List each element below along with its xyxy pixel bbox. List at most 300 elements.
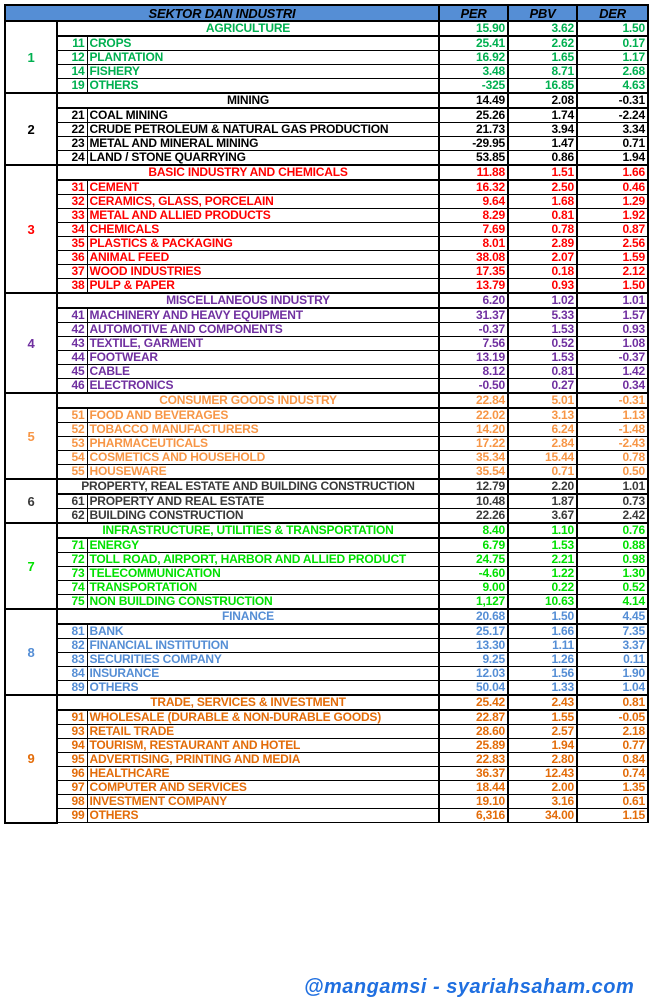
subsector-pbv: 2.00 <box>508 781 577 795</box>
subsector-row <box>5 753 648 767</box>
sector-pbv: 1.50 <box>508 609 577 624</box>
subsector-per: 21.73 <box>439 123 508 137</box>
subsector-pbv: 0.81 <box>508 209 577 223</box>
subsector-pbv: 1.53 <box>508 538 577 553</box>
subsector-der: 0.61 <box>577 795 648 809</box>
subsector-row <box>5 710 648 725</box>
subsector-code: 83 <box>57 653 87 667</box>
subsector-code: 33 <box>57 209 87 223</box>
subsector-pbv: 2.80 <box>508 753 577 767</box>
subsector-per: 10.48 <box>439 494 508 509</box>
sector-number: 6 <box>5 479 57 523</box>
subsector-code: 44 <box>57 351 87 365</box>
sector-der: 4.45 <box>577 609 648 624</box>
subsector-code: 46 <box>57 379 87 394</box>
subsector-der: 0.74 <box>577 767 648 781</box>
subsector-code: 61 <box>57 494 87 509</box>
subsector-per: 16.92 <box>439 51 508 65</box>
subsector-pbv: 1.47 <box>508 137 577 151</box>
subsector-pbv: 0.18 <box>508 265 577 279</box>
subsector-name: PULP & PAPER <box>87 279 439 294</box>
sector-der: 0.81 <box>577 695 648 710</box>
subsector-pbv: 6.24 <box>508 423 577 437</box>
subsector-per: -0.50 <box>439 379 508 394</box>
subsector-pbv: 8.71 <box>508 65 577 79</box>
subsector-row <box>5 725 648 739</box>
subsector-der: 4.63 <box>577 79 648 94</box>
subsector-code: 98 <box>57 795 87 809</box>
subsector-der: 0.50 <box>577 465 648 480</box>
subsector-name: LAND / STONE QUARRYING <box>87 151 439 166</box>
sector-pbv: 1.02 <box>508 293 577 308</box>
subsector-code: 55 <box>57 465 87 480</box>
subsector-code: 84 <box>57 667 87 681</box>
sector-number: 5 <box>5 393 57 479</box>
subsector-code: 22 <box>57 123 87 137</box>
subsector-per: 22.02 <box>439 408 508 423</box>
subsector-name: ENERGY <box>87 538 439 553</box>
subsector-der: -1.48 <box>577 423 648 437</box>
subsector-der: 2.68 <box>577 65 648 79</box>
subsector-per: 7.69 <box>439 223 508 237</box>
subsector-pbv: 1.56 <box>508 667 577 681</box>
sector-per: 11.88 <box>439 165 508 180</box>
sector-per: 20.68 <box>439 609 508 624</box>
subsector-name: SECURITIES COMPANY <box>87 653 439 667</box>
subsector-name: PHARMACEUTICALS <box>87 437 439 451</box>
subsector-row <box>5 379 648 394</box>
subsector-row <box>5 237 648 251</box>
subsector-row <box>5 323 648 337</box>
subsector-der: 2.18 <box>577 725 648 739</box>
sector-pbv: 1.10 <box>508 523 577 538</box>
subsector-der: 0.78 <box>577 451 648 465</box>
subsector-name: CEMENT <box>87 180 439 195</box>
subsector-code: 42 <box>57 323 87 337</box>
sector-per: 15.90 <box>439 21 508 36</box>
subsector-per: 14.20 <box>439 423 508 437</box>
subsector-code: 73 <box>57 567 87 581</box>
subsector-der: 2.42 <box>577 509 648 524</box>
subsector-code: 24 <box>57 151 87 166</box>
subsector-name: CRUDE PETROLEUM & NATURAL GAS PRODUCTION <box>87 123 439 137</box>
subsector-der: 1.08 <box>577 337 648 351</box>
subsector-code: 75 <box>57 595 87 610</box>
subsector-per: 28.60 <box>439 725 508 739</box>
sector-per: 14.49 <box>439 93 508 108</box>
subsector-der: 0.52 <box>577 581 648 595</box>
subsector-name: TOBACCO MANUFACTURERS <box>87 423 439 437</box>
subsector-row <box>5 767 648 781</box>
subsector-pbv: 1.66 <box>508 624 577 639</box>
subsector-code: 62 <box>57 509 87 524</box>
subsector-der: 1.59 <box>577 251 648 265</box>
subsector-name: TEXTILE, GARMENT <box>87 337 439 351</box>
subsector-code: 51 <box>57 408 87 423</box>
subsector-pbv: 0.93 <box>508 279 577 294</box>
subsector-pbv: 0.22 <box>508 581 577 595</box>
subsector-code: 72 <box>57 553 87 567</box>
sector-per: 8.40 <box>439 523 508 538</box>
subsector-name: METAL AND MINERAL MINING <box>87 137 439 151</box>
subsector-row <box>5 795 648 809</box>
subsector-row <box>5 180 648 195</box>
subsector-name: INSURANCE <box>87 667 439 681</box>
subsector-per: 18.44 <box>439 781 508 795</box>
subsector-der: 0.46 <box>577 180 648 195</box>
subsector-per: 9.25 <box>439 653 508 667</box>
subsector-name: FOOD AND BEVERAGES <box>87 408 439 423</box>
subsector-der: 1.94 <box>577 151 648 166</box>
subsector-per: 17.35 <box>439 265 508 279</box>
subsector-name: ADVERTISING, PRINTING AND MEDIA <box>87 753 439 767</box>
subsector-code: 89 <box>57 681 87 696</box>
subsector-name: FISHERY <box>87 65 439 79</box>
subsector-row <box>5 509 648 524</box>
sector-per: 25.42 <box>439 695 508 710</box>
subsector-name: PROPERTY AND REAL ESTATE <box>87 494 439 509</box>
subsector-code: 41 <box>57 308 87 323</box>
subsector-name: CROPS <box>87 36 439 51</box>
subsector-der: 3.37 <box>577 639 648 653</box>
subsector-row <box>5 79 648 94</box>
subsector-code: 53 <box>57 437 87 451</box>
subsector-row <box>5 653 648 667</box>
subsector-code: 74 <box>57 581 87 595</box>
subsector-der: 0.93 <box>577 323 648 337</box>
subsector-per: 6,316 <box>439 809 508 823</box>
subsector-row <box>5 308 648 323</box>
subsector-per: 6.79 <box>439 538 508 553</box>
subsector-der: 4.14 <box>577 595 648 610</box>
subsector-name: TELECOMMUNICATION <box>87 567 439 581</box>
subsector-der: 0.71 <box>577 137 648 151</box>
subsector-code: 93 <box>57 725 87 739</box>
subsector-der: 1.42 <box>577 365 648 379</box>
subsector-per: 25.41 <box>439 36 508 51</box>
subsector-per: 9.00 <box>439 581 508 595</box>
subsector-pbv: 1.55 <box>508 710 577 725</box>
subsector-pbv: 1.74 <box>508 108 577 123</box>
subsector-der: 2.56 <box>577 237 648 251</box>
subsector-der: 0.84 <box>577 753 648 767</box>
subsector-name: OTHERS <box>87 809 439 823</box>
subsector-der: 0.17 <box>577 36 648 51</box>
subsector-row <box>5 365 648 379</box>
subsector-code: 37 <box>57 265 87 279</box>
subsector-code: 35 <box>57 237 87 251</box>
subsector-der: 0.34 <box>577 379 648 394</box>
subsector-name: CHEMICALS <box>87 223 439 237</box>
subsector-pbv: 1.11 <box>508 639 577 653</box>
sector-number: 9 <box>5 695 57 823</box>
subsector-row <box>5 423 648 437</box>
subsector-pbv: 12.43 <box>508 767 577 781</box>
subsector-row <box>5 337 648 351</box>
subsector-per: 50.04 <box>439 681 508 696</box>
subsector-per: 36.37 <box>439 767 508 781</box>
subsector-row <box>5 465 648 480</box>
subsector-pbv: 10.63 <box>508 595 577 610</box>
sector-pbv: 3.62 <box>508 21 577 36</box>
sector-title: BASIC INDUSTRY AND CHEMICALS <box>57 165 439 180</box>
subsector-der: -2.43 <box>577 437 648 451</box>
subsector-pbv: 5.33 <box>508 308 577 323</box>
subsector-code: 19 <box>57 79 87 94</box>
header-der: DER <box>577 5 648 21</box>
sector-number: 4 <box>5 293 57 393</box>
subsector-per: 13.30 <box>439 639 508 653</box>
subsector-der: 0.77 <box>577 739 648 753</box>
table-body <box>5 21 648 823</box>
subsector-pbv: 0.71 <box>508 465 577 480</box>
subsector-name: HEALTHCARE <box>87 767 439 781</box>
sector-pbv: 5.01 <box>508 393 577 408</box>
subsector-der: 0.87 <box>577 223 648 237</box>
sector-row <box>5 695 648 710</box>
subsector-name: ELECTRONICS <box>87 379 439 394</box>
sector-number: 1 <box>5 21 57 93</box>
sector-title: FINANCE <box>57 609 439 624</box>
subsector-row <box>5 809 648 823</box>
sector-per: 22.84 <box>439 393 508 408</box>
subsector-pbv: 3.94 <box>508 123 577 137</box>
subsector-row <box>5 51 648 65</box>
subsector-code: 71 <box>57 538 87 553</box>
subsector-per: 8.01 <box>439 237 508 251</box>
subsector-der: 1.90 <box>577 667 648 681</box>
subsector-code: 11 <box>57 36 87 51</box>
subsector-pbv: 15.44 <box>508 451 577 465</box>
subsector-name: METAL AND ALLIED PRODUCTS <box>87 209 439 223</box>
sector-der: 1.66 <box>577 165 648 180</box>
subsector-name: COSMETICS AND HOUSEHOLD <box>87 451 439 465</box>
subsector-code: 99 <box>57 809 87 823</box>
subsector-pbv: 34.00 <box>508 809 577 823</box>
subsector-pbv: 1.53 <box>508 323 577 337</box>
subsector-der: 1.04 <box>577 681 648 696</box>
subsector-row <box>5 251 648 265</box>
subsector-code: 38 <box>57 279 87 294</box>
subsector-name: WOOD INDUSTRIES <box>87 265 439 279</box>
subsector-per: -325 <box>439 79 508 94</box>
subsector-row <box>5 65 648 79</box>
subsector-der: 1.15 <box>577 809 648 823</box>
subsector-name: CABLE <box>87 365 439 379</box>
subsector-row <box>5 123 648 137</box>
header-pbv: PBV <box>508 5 577 21</box>
subsector-pbv: 0.52 <box>508 337 577 351</box>
subsector-per: 13.19 <box>439 351 508 365</box>
subsector-per: 35.54 <box>439 465 508 480</box>
subsector-code: 21 <box>57 108 87 123</box>
subsector-row <box>5 195 648 209</box>
subsector-row <box>5 151 648 166</box>
subsector-per: 8.12 <box>439 365 508 379</box>
sector-row <box>5 21 648 36</box>
subsector-code: 94 <box>57 739 87 753</box>
subsector-pbv: 2.89 <box>508 237 577 251</box>
subsector-per: 24.75 <box>439 553 508 567</box>
sector-number: 3 <box>5 165 57 293</box>
sector-der: 1.50 <box>577 21 648 36</box>
subsector-row <box>5 781 648 795</box>
subsector-pbv: 1.94 <box>508 739 577 753</box>
subsector-pbv: 2.62 <box>508 36 577 51</box>
subsector-name: FINANCIAL INSTITUTION <box>87 639 439 653</box>
sector-pbv: 1.51 <box>508 165 577 180</box>
subsector-code: 14 <box>57 65 87 79</box>
subsector-code: 12 <box>57 51 87 65</box>
subsector-pbv: 1.26 <box>508 653 577 667</box>
subsector-row <box>5 451 648 465</box>
sector-row <box>5 609 648 624</box>
subsector-row <box>5 279 648 294</box>
subsector-row <box>5 437 648 451</box>
subsector-code: 45 <box>57 365 87 379</box>
subsector-row <box>5 137 648 151</box>
subsector-pbv: 0.78 <box>508 223 577 237</box>
subsector-code: 52 <box>57 423 87 437</box>
subsector-name: BUILDING CONSTRUCTION <box>87 509 439 524</box>
subsector-per: 31.37 <box>439 308 508 323</box>
subsector-code: 32 <box>57 195 87 209</box>
sector-row <box>5 293 648 308</box>
sector-row <box>5 93 648 108</box>
subsector-pbv: 3.16 <box>508 795 577 809</box>
subsector-der: 1.30 <box>577 567 648 581</box>
subsector-code: 23 <box>57 137 87 151</box>
subsector-der: 2.12 <box>577 265 648 279</box>
sector-row <box>5 523 648 538</box>
subsector-der: 1.35 <box>577 781 648 795</box>
subsector-pbv: 2.84 <box>508 437 577 451</box>
subsector-der: 1.92 <box>577 209 648 223</box>
subsector-pbv: 3.13 <box>508 408 577 423</box>
subsector-pbv: 2.50 <box>508 180 577 195</box>
subsector-row <box>5 567 648 581</box>
header-per: PER <box>439 5 508 21</box>
subsector-pbv: 2.21 <box>508 553 577 567</box>
subsector-code: 81 <box>57 624 87 639</box>
sector-row <box>5 165 648 180</box>
subsector-name: FOOTWEAR <box>87 351 439 365</box>
subsector-pbv: 1.22 <box>508 567 577 581</box>
subsector-pbv: 1.65 <box>508 51 577 65</box>
subsector-row <box>5 408 648 423</box>
subsector-row <box>5 739 648 753</box>
subsector-per: 17.22 <box>439 437 508 451</box>
subsector-code: 36 <box>57 251 87 265</box>
sector-pbv: 2.20 <box>508 479 577 494</box>
subsector-der: 3.34 <box>577 123 648 137</box>
subsector-per: 22.26 <box>439 509 508 524</box>
subsector-code: 96 <box>57 767 87 781</box>
subsector-row <box>5 351 648 365</box>
subsector-per: 25.26 <box>439 108 508 123</box>
sector-title: CONSUMER GOODS INDUSTRY <box>57 393 439 408</box>
subsector-per: -4.60 <box>439 567 508 581</box>
subsector-code: 31 <box>57 180 87 195</box>
subsector-per: 9.64 <box>439 195 508 209</box>
subsector-row <box>5 108 648 123</box>
sector-pbv: 2.08 <box>508 93 577 108</box>
subsector-row <box>5 265 648 279</box>
sector-valuation-table <box>4 4 649 824</box>
subsector-name: TOURISM, RESTAURANT AND HOTEL <box>87 739 439 753</box>
sector-der: -0.31 <box>577 393 648 408</box>
subsector-row <box>5 553 648 567</box>
subsector-per: 1,127 <box>439 595 508 610</box>
subsector-row <box>5 209 648 223</box>
subsector-row <box>5 624 648 639</box>
subsector-code: 91 <box>57 710 87 725</box>
subsector-der: 1.50 <box>577 279 648 294</box>
subsector-name: COMPUTER AND SERVICES <box>87 781 439 795</box>
subsector-pbv: 0.27 <box>508 379 577 394</box>
subsector-pbv: 2.07 <box>508 251 577 265</box>
subsector-name: TRANSPORTATION <box>87 581 439 595</box>
sector-number: 8 <box>5 609 57 695</box>
sector-per: 12.79 <box>439 479 508 494</box>
subsector-der: 1.13 <box>577 408 648 423</box>
subsector-pbv: 3.67 <box>508 509 577 524</box>
sector-per: 6.20 <box>439 293 508 308</box>
subsector-der: 0.73 <box>577 494 648 509</box>
header-sector: SEKTOR DAN INDUSTRI <box>5 5 439 21</box>
subsector-code: 54 <box>57 451 87 465</box>
subsector-name: INVESTMENT COMPANY <box>87 795 439 809</box>
table-header-row <box>5 5 648 21</box>
subsector-name: AUTOMOTIVE AND COMPONENTS <box>87 323 439 337</box>
subsector-row <box>5 595 648 610</box>
footer-credit: @mangamsi - syariahsaham.com <box>304 976 635 998</box>
sector-title: INFRASTRUCTURE, UTILITIES & TRANSPORTATION <box>57 523 439 538</box>
subsector-per: 3.48 <box>439 65 508 79</box>
subsector-pbv: 1.68 <box>508 195 577 209</box>
subsector-per: 12.03 <box>439 667 508 681</box>
subsector-row <box>5 36 648 51</box>
subsector-pbv: 2.57 <box>508 725 577 739</box>
subsector-der: -0.37 <box>577 351 648 365</box>
subsector-row <box>5 538 648 553</box>
subsector-name: BANK <box>87 624 439 639</box>
subsector-per: 13.79 <box>439 279 508 294</box>
subsector-row <box>5 581 648 595</box>
subsector-per: 22.83 <box>439 753 508 767</box>
subsector-der: -0.05 <box>577 710 648 725</box>
sector-number: 7 <box>5 523 57 609</box>
subsector-code: 43 <box>57 337 87 351</box>
sector-pbv: 2.43 <box>508 695 577 710</box>
subsector-name: WHOLESALE (DURABLE & NON-DURABLE GOODS) <box>87 710 439 725</box>
subsector-per: 53.85 <box>439 151 508 166</box>
subsector-der: 0.98 <box>577 553 648 567</box>
sector-row <box>5 393 648 408</box>
subsector-name: MACHINERY AND HEAVY EQUIPMENT <box>87 308 439 323</box>
subsector-per: -29.95 <box>439 137 508 151</box>
subsector-pbv: 1.33 <box>508 681 577 696</box>
sector-title: MISCELLANEOUS INDUSTRY <box>57 293 439 308</box>
subsector-der: 7.35 <box>577 624 648 639</box>
subsector-per: 25.89 <box>439 739 508 753</box>
sector-der: -0.31 <box>577 93 648 108</box>
subsector-der: 1.29 <box>577 195 648 209</box>
subsector-code: 34 <box>57 223 87 237</box>
sector-title: TRADE, SERVICES & INVESTMENT <box>57 695 439 710</box>
subsector-row <box>5 223 648 237</box>
subsector-name: RETAIL TRADE <box>87 725 439 739</box>
